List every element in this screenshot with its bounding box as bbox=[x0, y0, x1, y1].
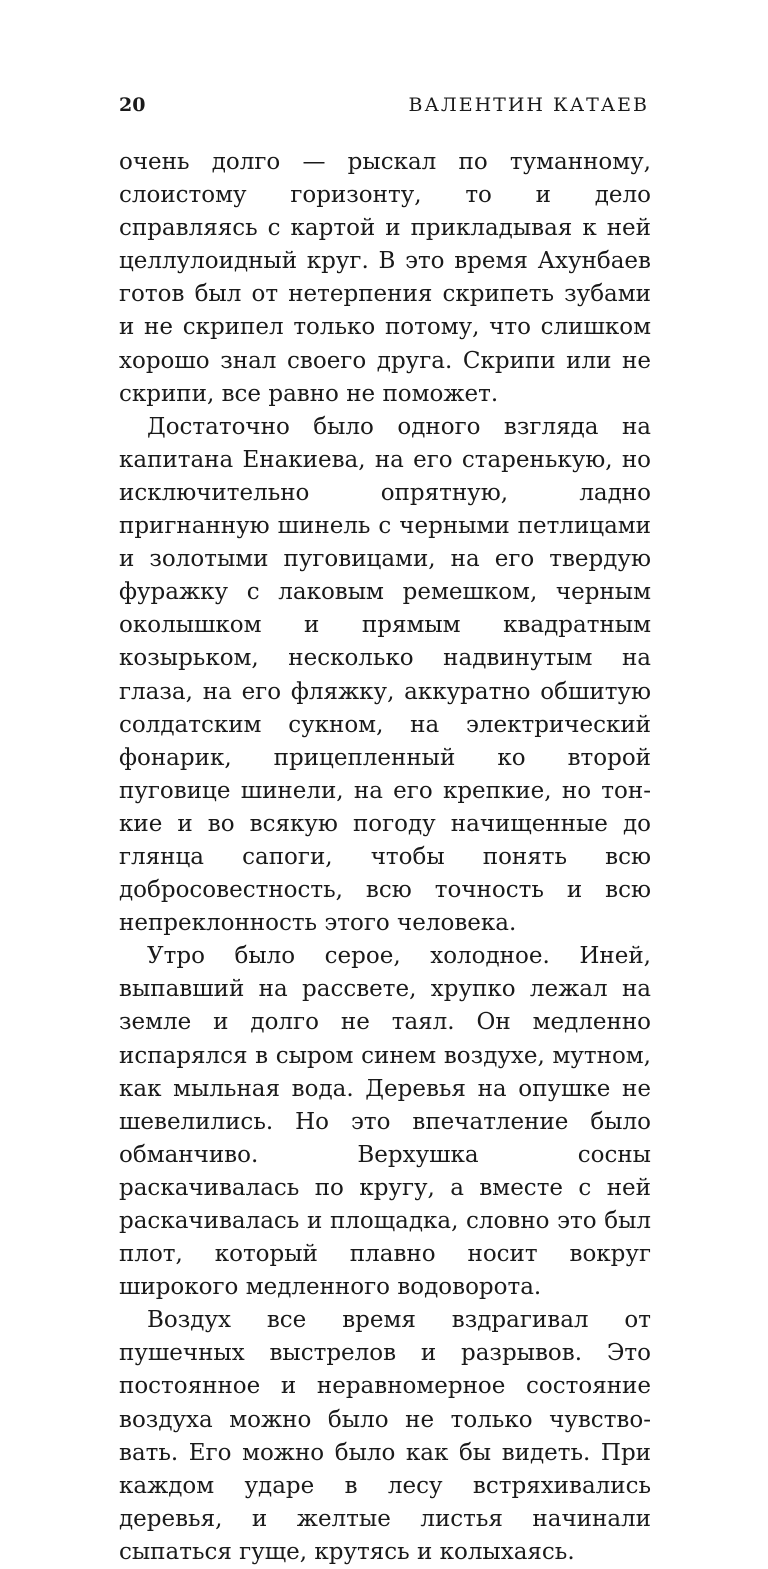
paragraph-3: Утро было серое, холодное. Иней, выпавший на рассвете, хрупко лежал на земле и долго не таял. Он медленно испарялся в сыром синем воздухе, мутном, как мыльная вода. Деревья на опушке не шевелились. Но это впечатление было обманчиво. Верхушка сосны раскачивалась по кругу, а вместе с ней раскачивалась и площадка, словно это был плот, который плавно носит вокруг широкого медленного водоворота. bbox=[119, 943, 651, 1301]
paragraph-4: Воздух все время вздрагивал от пушечных выстрелов и разрывов. Это постоянное и неравномерное состояние воздуха можно было не только чувствовать. Его можно было как бы видеть. При каждом ударе в лесу встряхивались деревья, и желтые листья начинали сыпаться гуще, крутясь и колыхаясь. bbox=[119, 1307, 651, 1565]
book-author: ВАЛЕНТИН КАТАЕВ bbox=[408, 94, 649, 116]
running-head bbox=[119, 94, 649, 116]
paragraph-1: очень долго — рыскал по туманному, слоистому горизонту, то и дело справляясь с картой и прикладывая к ней целлулоидный круг. В это время Ахунбаев готов был от нетерпения скрипеть зубами и не скрипел только потому, что слишком хорошо знал своего друга. Скрипи или не скрипи, все равно не поможет. bbox=[119, 149, 651, 407]
body-text bbox=[119, 146, 651, 1569]
paragraph-2: Достаточно было одного взгляда на капитана Енакиева, на его старенькую, но исключительно опрятную, ладно пригнанную шинель с черными петлицами и золотыми пуговицами, на его твердую фуражку с лаковым ремешком, черным околышком и прямым квадратным козырьком, несколько надвинутым на глаза, на его фляжку, аккуратно обшитую солдатским сукном, на электрический фонарик, прицепленный ко второй пуговице шинели, на его крепкие, но тонкие и во всякую погоду начищенные до глянца сапоги, чтобы понять всю добросовестность, всю точность и всю непреклонность этого человека. bbox=[119, 413, 651, 937]
page-number: 20 bbox=[119, 94, 146, 116]
